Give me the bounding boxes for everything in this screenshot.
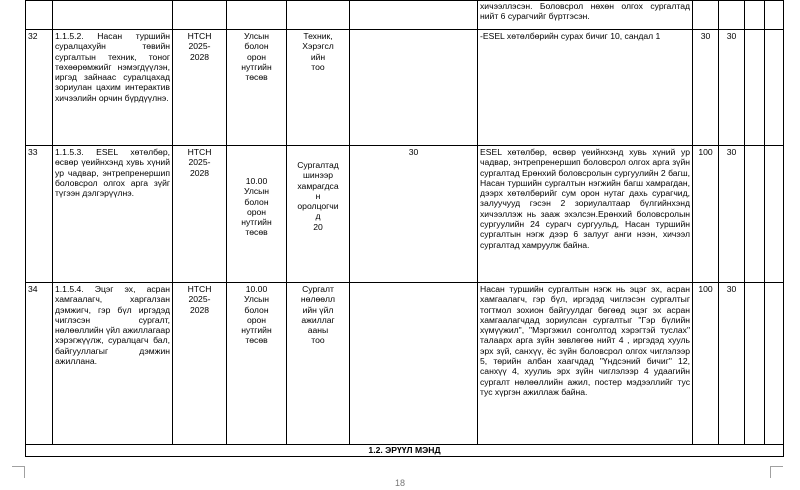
report-table [25, 0, 784, 457]
score-cell: 100 [693, 283, 719, 445]
report-cell: Насан туршийн сургалтын нэгж нь эцэг эх, асран хамгаалагч, гэр бүл, иргэдэд чиглэсэн сургалтыг тогтмол зохион байгуулдаг бөгөөд эцэг эх асран хамгаалагчдад зориулсан сургалтыг "Гэр бүлийн хүмүүжил", "Мэргэжил сонголтод хэрэгтэй туслах" талаарх арга зүйн зөвлөгөө нийт 4 , иргэдэд хууль эрх зүй, санхүү, ёс зүйн боловсрол олгох чиглэлээр 5, төрийн албан хаагчдад "Үндсэний бичиг" 12, санхүү 4, хуулиь эрх зүйн чиглэлээр 4 удаагийн сургалт нөлөөллийн ажил, постер мэдээллийг тус тус хүргэн ажиллаж байна. [478, 283, 693, 445]
crop-mark-left-horizontal [12, 466, 24, 467]
budget-cell: Улсын болон орон нутгийн төсөв [227, 30, 287, 146]
table-row-34 [26, 283, 784, 445]
activity-cell: 1.1.5.4. Эцэг эх, асран хамгаалагч, харгалзан дэмжигч, гэр бүл иргэдэд чиглэсэн сургалт, нөлөөллийн үйл ажиллагаар хэрэгжүүлж, суралцагч бал, байгууллагыг дэмжин ажиллана. [53, 283, 173, 445]
crop-mark-right-horizontal [771, 466, 783, 467]
score-cell: 30 [693, 30, 719, 146]
table-row-32 [26, 30, 784, 146]
responsible-cell: Сургалтад шинээр хамрагдса н оролцогчи д 20 [287, 146, 350, 283]
program-cell: НТСН 2025- 2028 [173, 283, 227, 445]
responsible-cell: Сургалт нөлөөлл ийн үйл ажиллаг ааны тоо [287, 283, 350, 445]
activity-cell: 1.1.5.3. ESEL хөтөлбөр, өсвөр үеийнхэнд хувь хүний ур чадвар, энтрепренершип боловсрол олгох арга зүйг түгээн дэлгэрүүлнэ. [53, 146, 173, 283]
baseline-cell [350, 30, 478, 146]
report-cell: хичээллэсэн. Боловсрол нөхөн олгох сургалтад нийт 6 сурагчийг бүртгэсэн. [478, 1, 693, 30]
crop-mark-left-vertical [24, 466, 25, 478]
row-number: 33 [26, 146, 53, 283]
page-number: 18 [394, 478, 405, 488]
program-cell: НТСН 2025- 2028 [173, 30, 227, 146]
program-cell: НТСН 2025- 2028 [173, 146, 227, 283]
table-row-33 [26, 146, 784, 283]
report-cell: -ESEL хөтөлбөрийн сурах бичиг 10, сандал 1 [478, 30, 693, 146]
report-cell: ESEL хөтөлбөр, өсвөр үеийнхэнд хувь хүний ур чадвар, энтрепренершип боловсрол олгох арга зүйн сургалтад Ерөнхий боловсролын сургуулийн 2 багш, Насан туршийн сургалтын нэгжийн багш хамрагдан, дээрх хөтөлбөрийг сум орон нутаг дахь сурагчид, залуучууд гэсэн 2 зориулалтаар бүлгийнхэнд хичээллэж нь зааж эхэлсэн.Ерөнхий боловсролын сургуулийн 24 сурагч сургуульд, Насан туршийн сургалтын нэгж дээр 6 залууг анги нээн, хичээл сургалтад хамруулж байна. [478, 146, 693, 283]
budget-cell: 10.00 Улсын болон орон нутгийн төсөв [227, 146, 287, 283]
baseline-cell: 30 [350, 146, 478, 283]
table-row-top [26, 1, 784, 30]
activity-cell: 1.1.5.2. Насан туршийн суралцахуйн төвийн сургалтын техник, тоног төхөөрөмжийг нэмэгдүүлэн, иргэд зайнаас суралцахад зориулан цахим интерактив хичээлийн орчин бүрдүүлнэ. [53, 30, 173, 146]
section-title: 1.2. ЭРҮҮЛ МЭНД [26, 445, 784, 457]
crop-mark-right-vertical [770, 466, 771, 478]
score-cell: 30 [719, 146, 745, 283]
baseline-cell [350, 283, 478, 445]
row-number: 32 [26, 30, 53, 146]
score-cell: 30 [719, 283, 745, 445]
score-cell: 30 [719, 30, 745, 146]
section-row [26, 445, 784, 457]
score-cell: 100 [693, 146, 719, 283]
row-number: 34 [26, 283, 53, 445]
budget-cell: 10.00 Улсын болон орон нутгийн төсөв [227, 283, 287, 445]
responsible-cell: Техник, Хэрэгсл ийн тоо [287, 30, 350, 146]
